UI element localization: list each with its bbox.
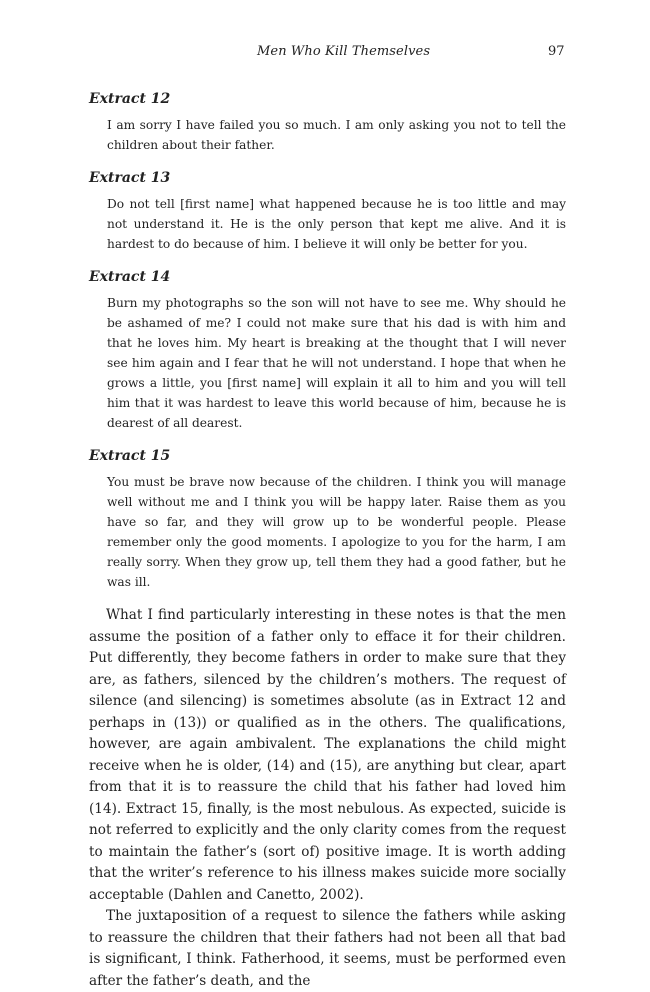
extract-15 [89,446,566,592]
extract-text: Do not tell [first name] what happened because he is too little and may not understand it. He is the only person that kept me alive. And it is hardest to do because of him. I believe it will only be better for you. [107,197,566,251]
running-title: Men Who Kill Themselves [257,44,431,59]
body-paragraph: What I find particularly interesting in these notes is that the men assume the position of a father only to efface it for their children. Put differently, they become fathers in order to make sure that they are, as fathers, silenced by the children’s mothers. The request of silence (and silencing) is sometimes absolute (as in Extract 12 and perhaps in (13)) or qualified as in the others. The qualifications, however, are again ambivalent. The explanations the child might receive when he is older, (14) and (15), are anything but clear, apart from that it is to reassure the child that his father had loved him (14). Extract 15, finally, is the most nebulous. As expected, suicide is not referred to explicitly and the only clarity comes from the request to maintain the father’s (sort of) positive image. It is worth adding that the writer’s reference to his illness makes suicide more socially acceptable (Dahlen and Canetto, 2002). [89,607,566,903]
extract-12 [89,89,566,155]
extract-text: You must be brave now because of the children. I think you will manage well without me and I think you will be happy later. Raise them as you have so far, and they will grow up to be wonderful people. Please remember only the good moments. I apologize to you for the harm, I am really sorry. When they grow up, tell them they had a good father, but he was ill. [107,475,566,589]
extract-13 [89,168,566,254]
extract-heading: Extract 12 [89,91,171,107]
running-head [0,44,650,64]
extract-text: Burn my photographs so the son will not have to see me. Why should he be ashamed of me? I could not make sure that his dad is with him and that he loves him. My heart is breaking at the thought that I will never see him again and I fear that he will not understand. I hope that when he grows a little, you [first name] will explain it all to him and you will tell him that it was hardest to leave this world because of him, because he is dearest of all dearest. [107,296,566,430]
extract-heading: Extract 14 [89,269,171,285]
extract-14 [89,267,566,433]
extract-heading: Extract 15 [89,448,171,464]
extract-heading: Extract 13 [89,170,171,186]
page-number: 97 [548,44,565,59]
body-paragraph: The juxtaposition of a request to silence the fathers while asking to reassure the children that their fathers had not been all that bad is significant, I think. Fatherhood, it seems, must be performed even after the father’s death, and the [89,908,566,989]
page-content [89,89,566,992]
extract-text: I am sorry I have failed you so much. I am only asking you not to tell the children about their father. [107,118,566,152]
